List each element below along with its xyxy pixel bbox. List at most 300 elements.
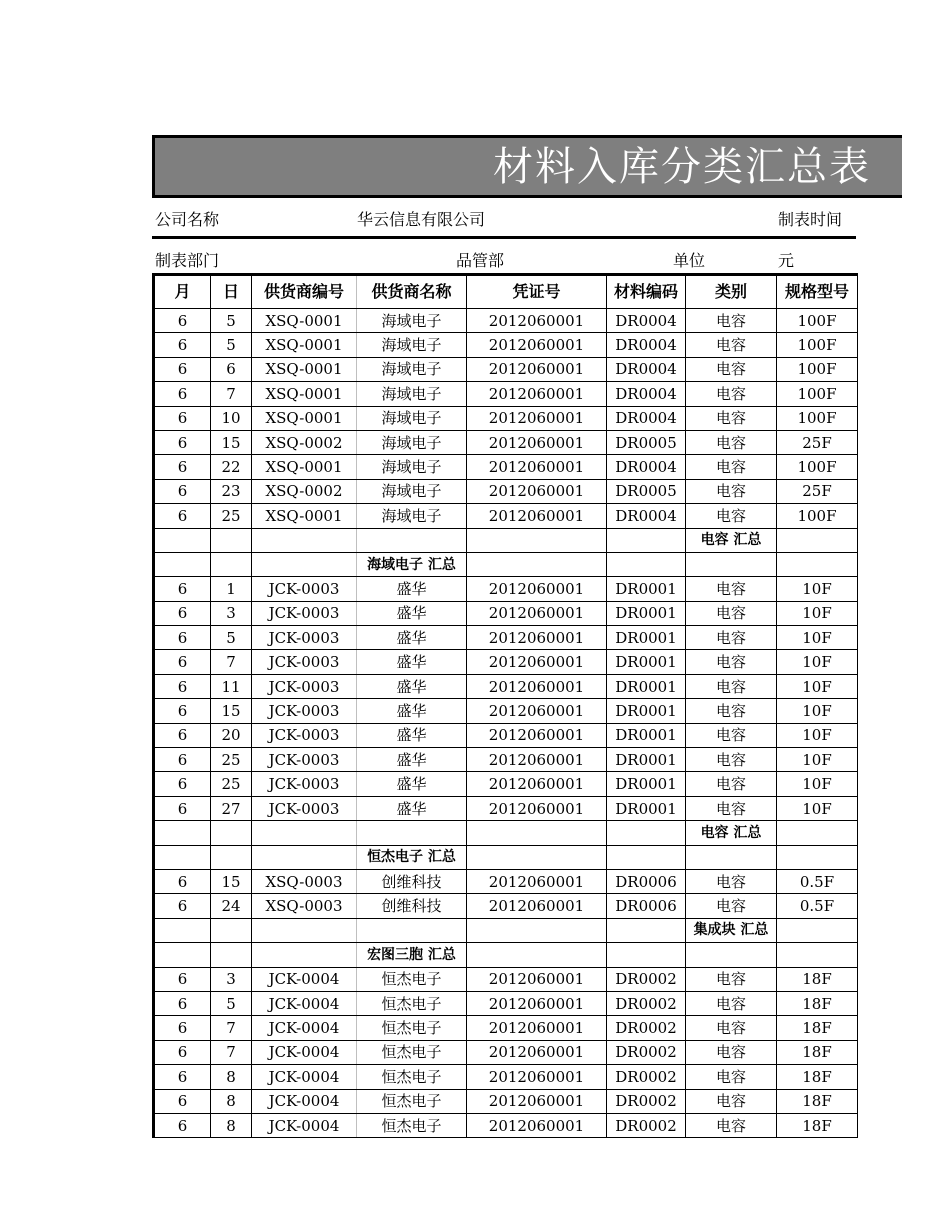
cell-category: 电容 bbox=[686, 1089, 777, 1113]
cell-supplier-id: XSQ-0002 bbox=[252, 430, 357, 454]
cell-spec: 10F bbox=[777, 796, 858, 820]
cell-month: 6 bbox=[154, 796, 211, 820]
cell-category: 电容 bbox=[686, 991, 777, 1015]
cell-spec: 18F bbox=[777, 1089, 858, 1113]
cell-supplier-id: JCK-0003 bbox=[252, 626, 357, 650]
unit-value: 元 bbox=[778, 251, 795, 270]
page-title: 材料入库分类汇总表 bbox=[493, 144, 871, 190]
cell-day bbox=[211, 528, 252, 552]
cell-category: 电容 bbox=[686, 1016, 777, 1040]
cell-material-code: DR0001 bbox=[607, 748, 686, 772]
cell-voucher-no: 2012060001 bbox=[467, 504, 607, 528]
cell-day: 23 bbox=[211, 479, 252, 503]
cell-supplier-id: JCK-0003 bbox=[252, 699, 357, 723]
cell-supplier-name: 海域电子 bbox=[357, 479, 467, 503]
cell-material-code: DR0004 bbox=[607, 455, 686, 479]
column-header-voucher-no: 凭证号 bbox=[467, 275, 607, 309]
cell-voucher-no: 2012060001 bbox=[467, 748, 607, 772]
cell-material-code: DR0001 bbox=[607, 650, 686, 674]
company-value: 华云信息有限公司 bbox=[357, 210, 486, 229]
cell-day: 8 bbox=[211, 1065, 252, 1089]
cell-day: 27 bbox=[211, 796, 252, 820]
cell-supplier-name: 盛华 bbox=[357, 650, 467, 674]
cell-supplier-name: 盛华 bbox=[357, 601, 467, 625]
cell-category: 电容 bbox=[686, 601, 777, 625]
cell-supplier-name: 海域电子 bbox=[357, 504, 467, 528]
cell-material-code bbox=[607, 943, 686, 967]
cell-material-code: DR0004 bbox=[607, 357, 686, 381]
cell-month: 6 bbox=[154, 699, 211, 723]
cell-voucher-no: 2012060001 bbox=[467, 1113, 607, 1137]
cell-day: 22 bbox=[211, 455, 252, 479]
cell-month: 6 bbox=[154, 479, 211, 503]
cell-supplier-name bbox=[357, 528, 467, 552]
cell-category bbox=[686, 845, 777, 869]
cell-supplier-id: XSQ-0001 bbox=[252, 455, 357, 479]
cell-material-code: DR0006 bbox=[607, 869, 686, 893]
cell-supplier-id: XSQ-0003 bbox=[252, 894, 357, 918]
table-row bbox=[154, 504, 858, 528]
column-header-month: 月 bbox=[154, 275, 211, 309]
cell-supplier-id bbox=[252, 821, 357, 845]
cell-category: 电容 bbox=[686, 699, 777, 723]
cell-spec: 10F bbox=[777, 650, 858, 674]
cell-spec: 10F bbox=[777, 601, 858, 625]
cell-month: 6 bbox=[154, 748, 211, 772]
cell-month: 6 bbox=[154, 1016, 211, 1040]
cell-supplier-name: 恒杰电子 bbox=[357, 1016, 467, 1040]
cell-spec: 25F bbox=[777, 430, 858, 454]
cell-voucher-no: 2012060001 bbox=[467, 382, 607, 406]
cell-material-code: DR0001 bbox=[607, 723, 686, 747]
cell-category: 电容 bbox=[686, 674, 777, 698]
cell-supplier-name: 海域电子 汇总 bbox=[357, 552, 467, 576]
table-row bbox=[154, 748, 858, 772]
cell-month: 6 bbox=[154, 430, 211, 454]
table-row bbox=[154, 772, 858, 796]
cell-supplier-name: 创维科技 bbox=[357, 894, 467, 918]
cell-voucher-no: 2012060001 bbox=[467, 772, 607, 796]
cell-month: 6 bbox=[154, 674, 211, 698]
cell-month bbox=[154, 943, 211, 967]
cell-spec: 10F bbox=[777, 626, 858, 650]
cell-category: 电容 bbox=[686, 455, 777, 479]
cell-material-code: DR0001 bbox=[607, 772, 686, 796]
table-row bbox=[154, 967, 858, 991]
cell-spec bbox=[777, 845, 858, 869]
cell-supplier-name: 海域电子 bbox=[357, 430, 467, 454]
cell-supplier-id bbox=[252, 943, 357, 967]
table-row bbox=[154, 430, 858, 454]
cell-spec: 18F bbox=[777, 991, 858, 1015]
cell-month bbox=[154, 552, 211, 576]
summary-row bbox=[154, 821, 858, 845]
cell-month: 6 bbox=[154, 723, 211, 747]
cell-spec bbox=[777, 552, 858, 576]
cell-spec: 100F bbox=[777, 309, 858, 333]
cell-voucher-no: 2012060001 bbox=[467, 1040, 607, 1064]
table-row bbox=[154, 309, 858, 333]
cell-material-code: DR0004 bbox=[607, 309, 686, 333]
cell-day: 25 bbox=[211, 504, 252, 528]
cell-voucher-no: 2012060001 bbox=[467, 991, 607, 1015]
cell-voucher-no: 2012060001 bbox=[467, 479, 607, 503]
cell-category: 电容 bbox=[686, 430, 777, 454]
cell-supplier-id: JCK-0004 bbox=[252, 1040, 357, 1064]
cell-spec bbox=[777, 918, 858, 942]
cell-voucher-no: 2012060001 bbox=[467, 309, 607, 333]
cell-spec: 18F bbox=[777, 1113, 858, 1137]
cell-day: 20 bbox=[211, 723, 252, 747]
cell-supplier-id: XSQ-0003 bbox=[252, 869, 357, 893]
cell-supplier-name: 盛华 bbox=[357, 723, 467, 747]
cell-spec: 100F bbox=[777, 333, 858, 357]
cell-day: 5 bbox=[211, 333, 252, 357]
cell-day bbox=[211, 845, 252, 869]
cell-category bbox=[686, 552, 777, 576]
cell-supplier-name: 恒杰电子 bbox=[357, 1065, 467, 1089]
cell-material-code: DR0002 bbox=[607, 1065, 686, 1089]
department-label: 制表部门 bbox=[155, 251, 220, 270]
table-row bbox=[154, 333, 858, 357]
cell-day: 10 bbox=[211, 406, 252, 430]
cell-category: 电容 bbox=[686, 382, 777, 406]
cell-voucher-no bbox=[467, 821, 607, 845]
cell-voucher-no bbox=[467, 918, 607, 942]
summary-table bbox=[152, 273, 858, 1138]
cell-material-code: DR0006 bbox=[607, 894, 686, 918]
cell-voucher-no: 2012060001 bbox=[467, 1089, 607, 1113]
cell-day: 1 bbox=[211, 577, 252, 601]
cell-month bbox=[154, 845, 211, 869]
cell-material-code: DR0002 bbox=[607, 1113, 686, 1137]
cell-day: 5 bbox=[211, 991, 252, 1015]
cell-category: 电容 bbox=[686, 406, 777, 430]
table-row bbox=[154, 650, 858, 674]
cell-month: 6 bbox=[154, 1065, 211, 1089]
cell-material-code: DR0004 bbox=[607, 406, 686, 430]
column-header-supplier-id: 供货商编号 bbox=[252, 275, 357, 309]
title-banner bbox=[152, 135, 902, 198]
cell-material-code: DR0002 bbox=[607, 967, 686, 991]
department-value: 品管部 bbox=[456, 251, 505, 270]
cell-category: 电容 汇总 bbox=[686, 528, 777, 552]
cell-material-code: DR0001 bbox=[607, 626, 686, 650]
cell-month: 6 bbox=[154, 991, 211, 1015]
cell-day: 15 bbox=[211, 430, 252, 454]
cell-day: 7 bbox=[211, 1016, 252, 1040]
cell-voucher-no: 2012060001 bbox=[467, 723, 607, 747]
cell-supplier-id: JCK-0003 bbox=[252, 650, 357, 674]
cell-month: 6 bbox=[154, 650, 211, 674]
cell-material-code bbox=[607, 552, 686, 576]
cell-supplier-name: 盛华 bbox=[357, 772, 467, 796]
cell-material-code: DR0001 bbox=[607, 601, 686, 625]
cell-supplier-id: JCK-0003 bbox=[252, 674, 357, 698]
cell-month: 6 bbox=[154, 626, 211, 650]
summary-row bbox=[154, 845, 858, 869]
cell-category: 电容 bbox=[686, 504, 777, 528]
cell-spec: 0.5F bbox=[777, 869, 858, 893]
table-row bbox=[154, 699, 858, 723]
cell-supplier-name: 盛华 bbox=[357, 748, 467, 772]
cell-material-code: DR0002 bbox=[607, 1040, 686, 1064]
cell-category: 电容 bbox=[686, 357, 777, 381]
cell-material-code: DR0001 bbox=[607, 577, 686, 601]
cell-supplier-id: JCK-0004 bbox=[252, 1016, 357, 1040]
cell-material-code: DR0002 bbox=[607, 1016, 686, 1040]
cell-month: 6 bbox=[154, 869, 211, 893]
unit-label: 单位 bbox=[673, 251, 706, 270]
cell-day: 7 bbox=[211, 382, 252, 406]
cell-month: 6 bbox=[154, 1040, 211, 1064]
cell-spec: 100F bbox=[777, 455, 858, 479]
info-row-company bbox=[152, 198, 856, 239]
cell-supplier-id: JCK-0003 bbox=[252, 601, 357, 625]
table-row bbox=[154, 406, 858, 430]
column-header-category: 类别 bbox=[686, 275, 777, 309]
table-row bbox=[154, 674, 858, 698]
cell-voucher-no bbox=[467, 845, 607, 869]
cell-day: 7 bbox=[211, 1040, 252, 1064]
summary-row bbox=[154, 943, 858, 967]
cell-spec: 100F bbox=[777, 382, 858, 406]
cell-day: 3 bbox=[211, 601, 252, 625]
summary-row bbox=[154, 918, 858, 942]
cell-day bbox=[211, 821, 252, 845]
cell-supplier-name: 盛华 bbox=[357, 796, 467, 820]
cell-supplier-name bbox=[357, 918, 467, 942]
cell-spec bbox=[777, 528, 858, 552]
cell-day bbox=[211, 552, 252, 576]
cell-material-code: DR0002 bbox=[607, 991, 686, 1015]
cell-supplier-id: JCK-0003 bbox=[252, 748, 357, 772]
table-row bbox=[154, 626, 858, 650]
cell-supplier-name: 宏图三胞 汇总 bbox=[357, 943, 467, 967]
cell-month: 6 bbox=[154, 333, 211, 357]
cell-voucher-no bbox=[467, 552, 607, 576]
cell-voucher-no: 2012060001 bbox=[467, 796, 607, 820]
cell-month: 6 bbox=[154, 601, 211, 625]
cell-supplier-id: JCK-0004 bbox=[252, 1113, 357, 1137]
cell-day: 24 bbox=[211, 894, 252, 918]
column-header-day: 日 bbox=[211, 275, 252, 309]
cell-category: 电容 bbox=[686, 869, 777, 893]
cell-supplier-id: JCK-0004 bbox=[252, 967, 357, 991]
cell-month: 6 bbox=[154, 455, 211, 479]
cell-category: 电容 bbox=[686, 894, 777, 918]
cell-month: 6 bbox=[154, 406, 211, 430]
cell-material-code bbox=[607, 918, 686, 942]
cell-day: 25 bbox=[211, 772, 252, 796]
cell-supplier-id: JCK-0003 bbox=[252, 723, 357, 747]
cell-spec: 10F bbox=[777, 577, 858, 601]
cell-voucher-no: 2012060001 bbox=[467, 674, 607, 698]
cell-category: 电容 汇总 bbox=[686, 821, 777, 845]
cell-spec: 10F bbox=[777, 748, 858, 772]
cell-category: 电容 bbox=[686, 1040, 777, 1064]
cell-month bbox=[154, 918, 211, 942]
table-row bbox=[154, 723, 858, 747]
company-label: 公司名称 bbox=[155, 210, 220, 229]
cell-day bbox=[211, 918, 252, 942]
cell-voucher-no: 2012060001 bbox=[467, 699, 607, 723]
info-row-department bbox=[152, 239, 856, 277]
cell-supplier-name: 海域电子 bbox=[357, 406, 467, 430]
cell-material-code bbox=[607, 528, 686, 552]
cell-month bbox=[154, 528, 211, 552]
cell-day bbox=[211, 943, 252, 967]
table-row bbox=[154, 455, 858, 479]
cell-supplier-name: 恒杰电子 bbox=[357, 1040, 467, 1064]
table-row bbox=[154, 577, 858, 601]
cell-supplier-id: JCK-0003 bbox=[252, 796, 357, 820]
cell-day: 8 bbox=[211, 1113, 252, 1137]
table-row bbox=[154, 991, 858, 1015]
cell-month: 6 bbox=[154, 504, 211, 528]
table-row bbox=[154, 1089, 858, 1113]
cell-month: 6 bbox=[154, 382, 211, 406]
cell-spec: 18F bbox=[777, 1065, 858, 1089]
cell-month bbox=[154, 821, 211, 845]
cell-voucher-no: 2012060001 bbox=[467, 406, 607, 430]
cell-month: 6 bbox=[154, 357, 211, 381]
cell-supplier-id bbox=[252, 552, 357, 576]
cell-supplier-id bbox=[252, 845, 357, 869]
cell-voucher-no: 2012060001 bbox=[467, 601, 607, 625]
cell-category: 电容 bbox=[686, 479, 777, 503]
table-row bbox=[154, 796, 858, 820]
table-row bbox=[154, 1065, 858, 1089]
cell-supplier-name: 创维科技 bbox=[357, 869, 467, 893]
cell-month: 6 bbox=[154, 1089, 211, 1113]
table-row bbox=[154, 382, 858, 406]
table-row bbox=[154, 479, 858, 503]
cell-supplier-id bbox=[252, 528, 357, 552]
cell-voucher-no: 2012060001 bbox=[467, 455, 607, 479]
table-row bbox=[154, 1016, 858, 1040]
cell-category: 电容 bbox=[686, 577, 777, 601]
cell-material-code: DR0001 bbox=[607, 674, 686, 698]
cell-supplier-id: JCK-0004 bbox=[252, 1065, 357, 1089]
cell-spec: 100F bbox=[777, 357, 858, 381]
cell-supplier-id: JCK-0003 bbox=[252, 772, 357, 796]
table-row bbox=[154, 1113, 858, 1137]
cell-supplier-name: 恒杰电子 bbox=[357, 967, 467, 991]
cell-spec: 10F bbox=[777, 772, 858, 796]
column-header-material-code: 材料编码 bbox=[607, 275, 686, 309]
cell-material-code: DR0005 bbox=[607, 479, 686, 503]
cell-day: 5 bbox=[211, 626, 252, 650]
cell-day: 3 bbox=[211, 967, 252, 991]
cell-voucher-no: 2012060001 bbox=[467, 333, 607, 357]
cell-material-code bbox=[607, 821, 686, 845]
cell-supplier-id: XSQ-0001 bbox=[252, 333, 357, 357]
cell-spec: 18F bbox=[777, 1040, 858, 1064]
cell-voucher-no: 2012060001 bbox=[467, 357, 607, 381]
cell-supplier-name: 盛华 bbox=[357, 577, 467, 601]
cell-voucher-no: 2012060001 bbox=[467, 869, 607, 893]
table-row bbox=[154, 894, 858, 918]
cell-category: 电容 bbox=[686, 967, 777, 991]
cell-spec bbox=[777, 821, 858, 845]
cell-material-code: DR0001 bbox=[607, 699, 686, 723]
cell-supplier-id bbox=[252, 918, 357, 942]
table-row bbox=[154, 869, 858, 893]
cell-category: 电容 bbox=[686, 650, 777, 674]
summary-row bbox=[154, 528, 858, 552]
table-row bbox=[154, 1040, 858, 1064]
cell-material-code: DR0004 bbox=[607, 504, 686, 528]
cell-supplier-id: XSQ-0001 bbox=[252, 357, 357, 381]
cell-voucher-no: 2012060001 bbox=[467, 430, 607, 454]
cell-supplier-id: XSQ-0001 bbox=[252, 406, 357, 430]
cell-spec: 18F bbox=[777, 1016, 858, 1040]
cell-spec: 18F bbox=[777, 967, 858, 991]
cell-category: 电容 bbox=[686, 1065, 777, 1089]
cell-spec: 10F bbox=[777, 699, 858, 723]
cell-day: 11 bbox=[211, 674, 252, 698]
cell-category: 电容 bbox=[686, 626, 777, 650]
cell-spec: 25F bbox=[777, 479, 858, 503]
cell-voucher-no: 2012060001 bbox=[467, 626, 607, 650]
cell-spec: 100F bbox=[777, 406, 858, 430]
cell-supplier-name: 恒杰电子 汇总 bbox=[357, 845, 467, 869]
cell-supplier-id: JCK-0004 bbox=[252, 991, 357, 1015]
cell-supplier-name: 海域电子 bbox=[357, 333, 467, 357]
column-header-supplier-name: 供货商名称 bbox=[357, 275, 467, 309]
cell-category: 电容 bbox=[686, 772, 777, 796]
cell-material-code bbox=[607, 845, 686, 869]
cell-supplier-id: XSQ-0001 bbox=[252, 309, 357, 333]
cell-voucher-no: 2012060001 bbox=[467, 1065, 607, 1089]
cell-month: 6 bbox=[154, 772, 211, 796]
column-header-spec: 规格型号 bbox=[777, 275, 858, 309]
cell-voucher-no: 2012060001 bbox=[467, 577, 607, 601]
cell-spec: 0.5F bbox=[777, 894, 858, 918]
cell-category: 电容 bbox=[686, 748, 777, 772]
cell-spec: 10F bbox=[777, 674, 858, 698]
cell-month: 6 bbox=[154, 309, 211, 333]
cell-day: 5 bbox=[211, 309, 252, 333]
cell-spec: 10F bbox=[777, 723, 858, 747]
cell-category: 电容 bbox=[686, 796, 777, 820]
cell-spec bbox=[777, 943, 858, 967]
cell-supplier-name: 恒杰电子 bbox=[357, 1089, 467, 1113]
cell-day: 15 bbox=[211, 869, 252, 893]
table-header-row bbox=[154, 275, 858, 309]
cell-supplier-id: XSQ-0001 bbox=[252, 382, 357, 406]
summary-row bbox=[154, 552, 858, 576]
cell-voucher-no bbox=[467, 943, 607, 967]
cell-supplier-id: XSQ-0002 bbox=[252, 479, 357, 503]
cell-voucher-no: 2012060001 bbox=[467, 967, 607, 991]
cell-day: 15 bbox=[211, 699, 252, 723]
cell-voucher-no: 2012060001 bbox=[467, 1016, 607, 1040]
cell-voucher-no: 2012060001 bbox=[467, 894, 607, 918]
cell-supplier-id: JCK-0004 bbox=[252, 1089, 357, 1113]
cell-supplier-name: 盛华 bbox=[357, 699, 467, 723]
cell-material-code: DR0005 bbox=[607, 430, 686, 454]
cell-spec: 100F bbox=[777, 504, 858, 528]
time-label: 制表时间 bbox=[778, 210, 843, 229]
cell-month: 6 bbox=[154, 577, 211, 601]
cell-category bbox=[686, 943, 777, 967]
cell-category: 电容 bbox=[686, 723, 777, 747]
cell-month: 6 bbox=[154, 894, 211, 918]
table-row bbox=[154, 601, 858, 625]
cell-category: 电容 bbox=[686, 1113, 777, 1137]
